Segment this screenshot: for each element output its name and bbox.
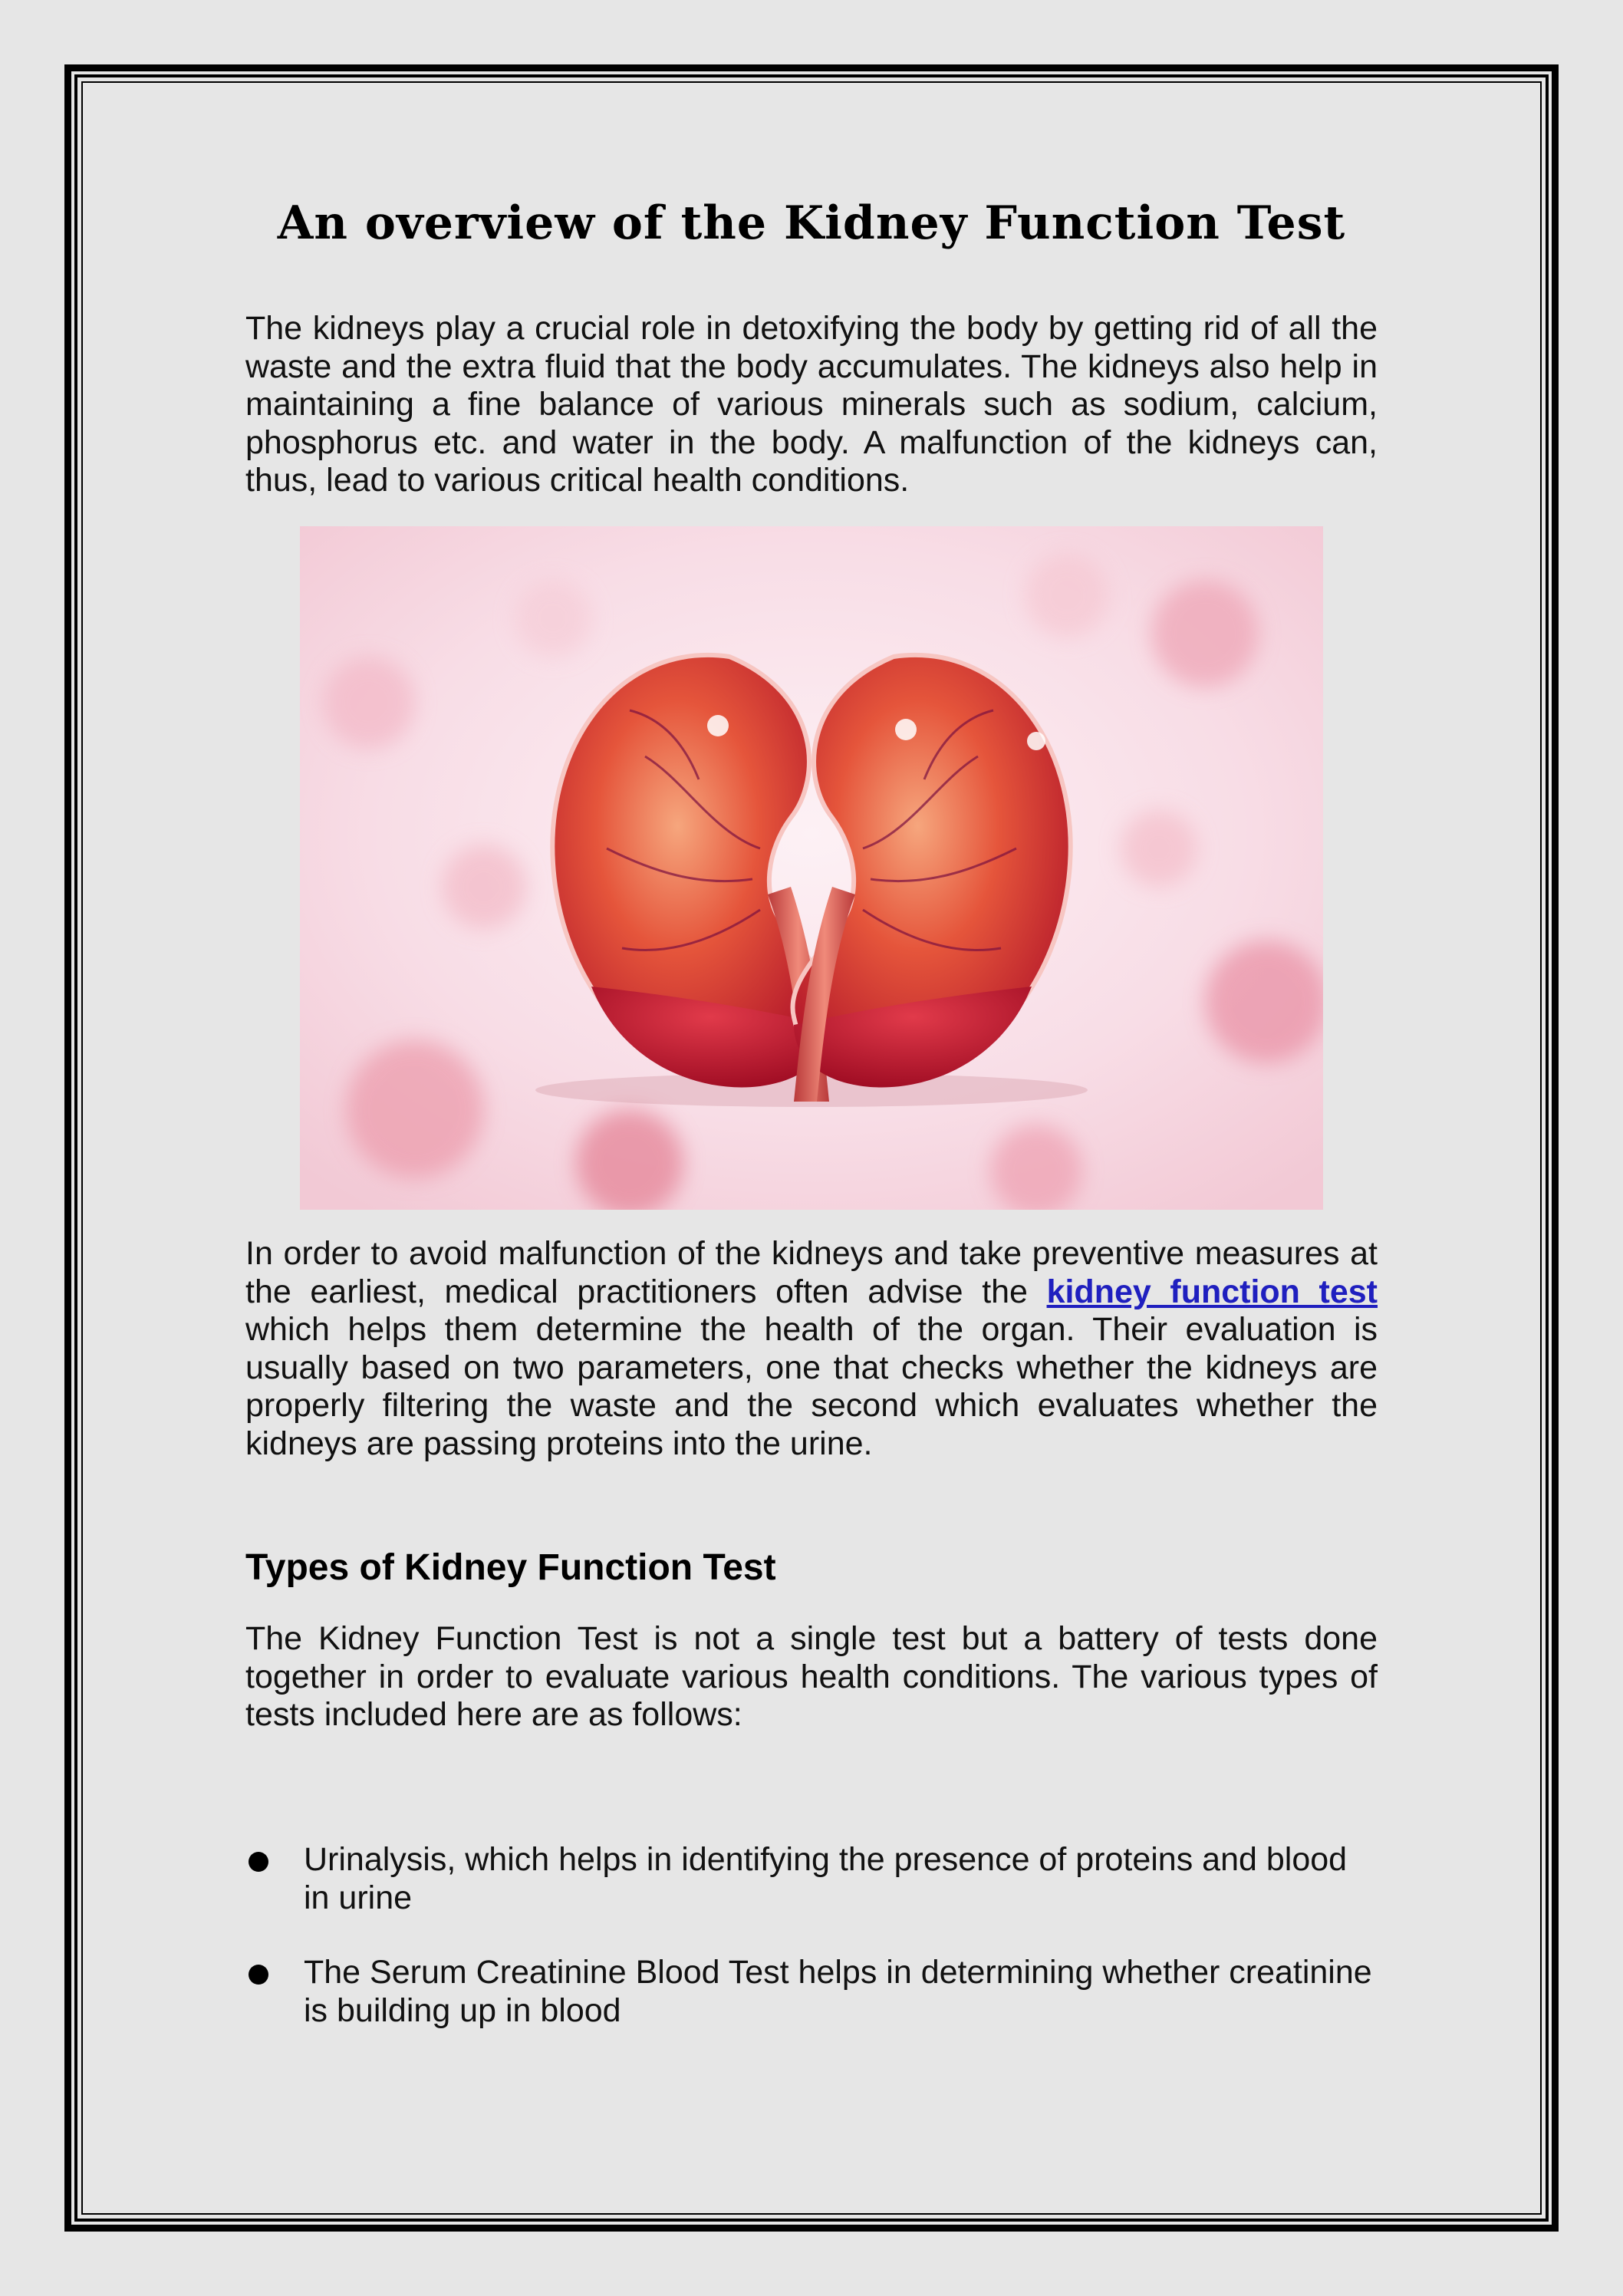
list-item-text: Urinalysis, which helps in identifying the presence of proteins and blood in urine xyxy=(304,1841,1348,1916)
list-item xyxy=(245,1954,1378,2030)
kidney-illustration xyxy=(300,526,1323,1210)
section-heading: Types of Kidney Function Test xyxy=(245,1547,776,1588)
kidney-function-test-link[interactable]: kidney function test xyxy=(1046,1273,1378,1310)
list-item-text: The Serum Creatinine Blood Test helps in determining whether creatinine is building up in blood xyxy=(304,1954,1372,2029)
bullet-icon xyxy=(249,1965,268,1985)
paragraph-text: In order to avoid malfunction of the kidneys and take preventive measures at the earliest, medical practitioners often advise the xyxy=(245,1235,1378,1310)
test-paragraph xyxy=(245,1235,1378,1463)
bullet-icon xyxy=(249,1852,268,1872)
page-title: An overview of the Kidney Function Test xyxy=(277,196,1346,250)
list-item xyxy=(245,1841,1378,1917)
paragraph-text: which helps them determine the health of the organ. Their evaluation is usually based on two parameters, one that checks whether the kidneys are properly filtering the waste and the second which evaluates whether the kidneys are passing proteins into the urine. xyxy=(245,1311,1378,1462)
section-intro-paragraph: The Kidney Function Test is not a single test but a battery of tests done together in order to evaluate various health conditions. The various types of tests included here are as follows: xyxy=(245,1620,1378,1733)
test-types-list xyxy=(245,1841,1378,2067)
intro-paragraph: The kidneys play a crucial role in detoxifying the body by getting rid of all the waste and the extra fluid that the body accumulates. The kidneys also help in maintaining a fine balance of various minerals such as sodium, calcium, phosphorus etc. and water in the body. A malfunction of the kidneys can, thus, lead to various critical health conditions. xyxy=(245,310,1378,499)
